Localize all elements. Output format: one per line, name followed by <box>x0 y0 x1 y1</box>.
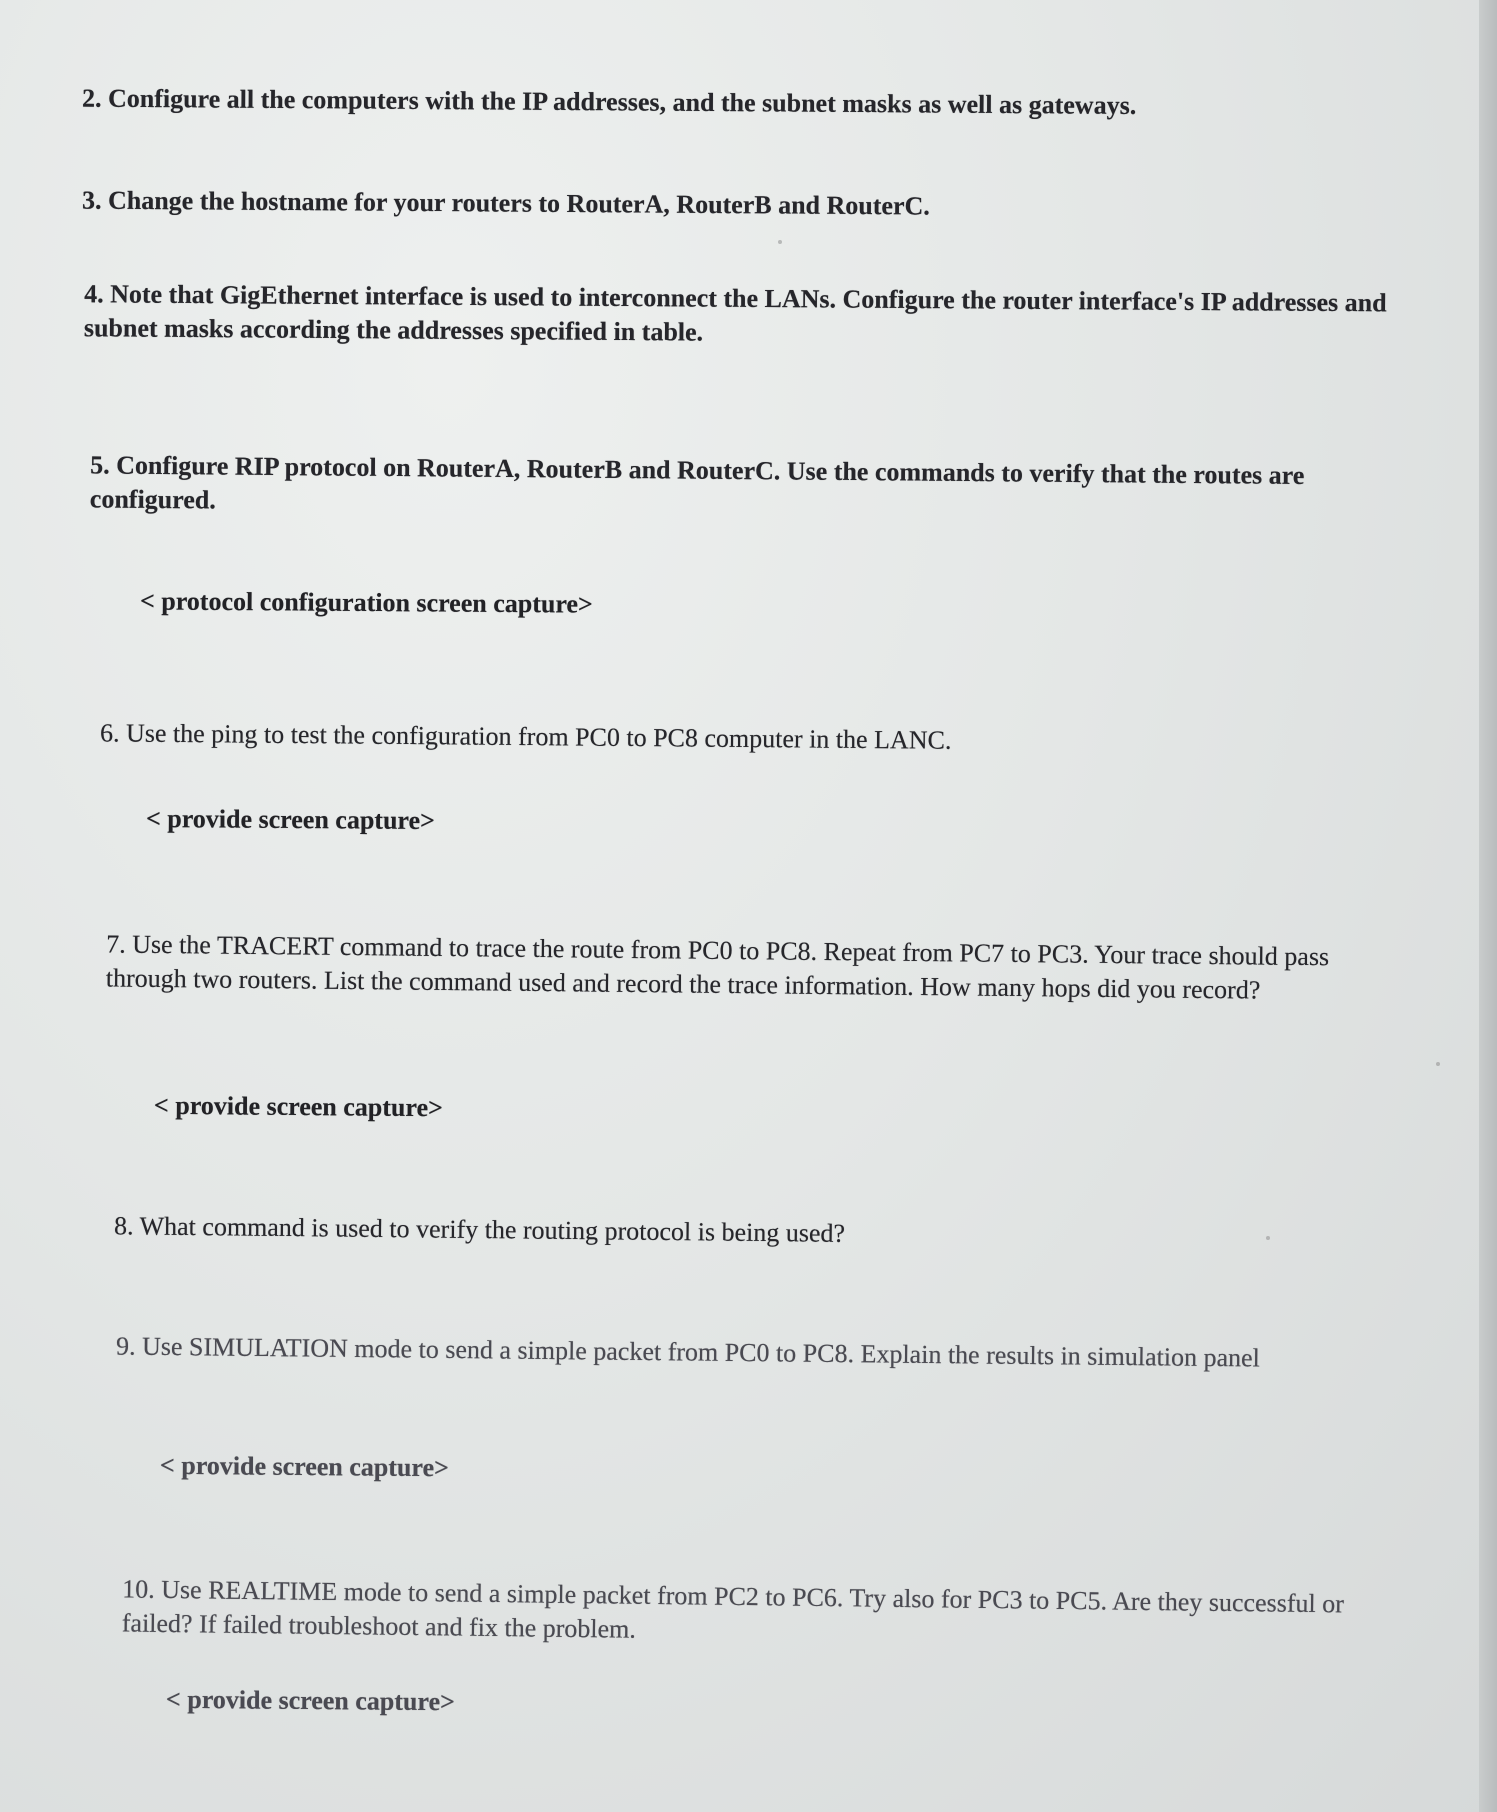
realtime-capture-placeholder: < provide screen capture> <box>165 1684 456 1717</box>
item-7: 7. Use the TRACERT command to trace the route from PC0 to PC8. Repeat from PC7 to PC3. Your trace should pass through two routers. List the command used and record the trace information. How many hops did you record? <box>105 929 1330 1005</box>
item-8: 8. What command is used to verify the routing protocol is being used? <box>113 1211 846 1248</box>
dust-speck <box>778 240 782 244</box>
item-6: 6. Use the ping to test the configuration from PC0 to PC8 computer in the LANC. <box>99 718 952 755</box>
ping-capture-placeholder: < provide screen capture> <box>145 803 435 836</box>
item-10: 10. Use REALTIME mode to send a simple packet from PC2 to PC6. Try also for PC3 to PC5. Are they successful or failed? If failed troubleshoot and fix the problem. <box>121 1574 1345 1644</box>
item-5: 5. Configure RIP protocol on RouterA, RouterB and RouterC. Use the commands to verify that the routes are configured. <box>89 450 1305 515</box>
dust-speck <box>1436 1062 1440 1066</box>
item-4: 4. Note that GigEthernet interface is used to interconnect the LANs. Configure the router interface's IP addresses and subnet masks according the addresses specified in table. <box>83 279 1387 347</box>
simulation-capture-placeholder: < provide screen capture> <box>159 1450 450 1483</box>
protocol-capture-placeholder: < protocol configuration screen capture> <box>139 586 593 619</box>
item-9: 9. Use SIMULATION mode to send a simple packet from PC0 to PC8. Explain the results in simulation panel <box>115 1331 1261 1373</box>
dust-speck <box>1266 1236 1270 1240</box>
tracert-capture-placeholder: < provide screen capture> <box>153 1090 444 1123</box>
item-3: 3. Change the hostname for your routers to RouterA, RouterB and RouterC. <box>81 185 930 221</box>
item-2: 2. Configure all the computers with the IP addresses, and the subnet masks as well as gateways. <box>81 83 1137 120</box>
screen-edge <box>1479 0 1497 1812</box>
